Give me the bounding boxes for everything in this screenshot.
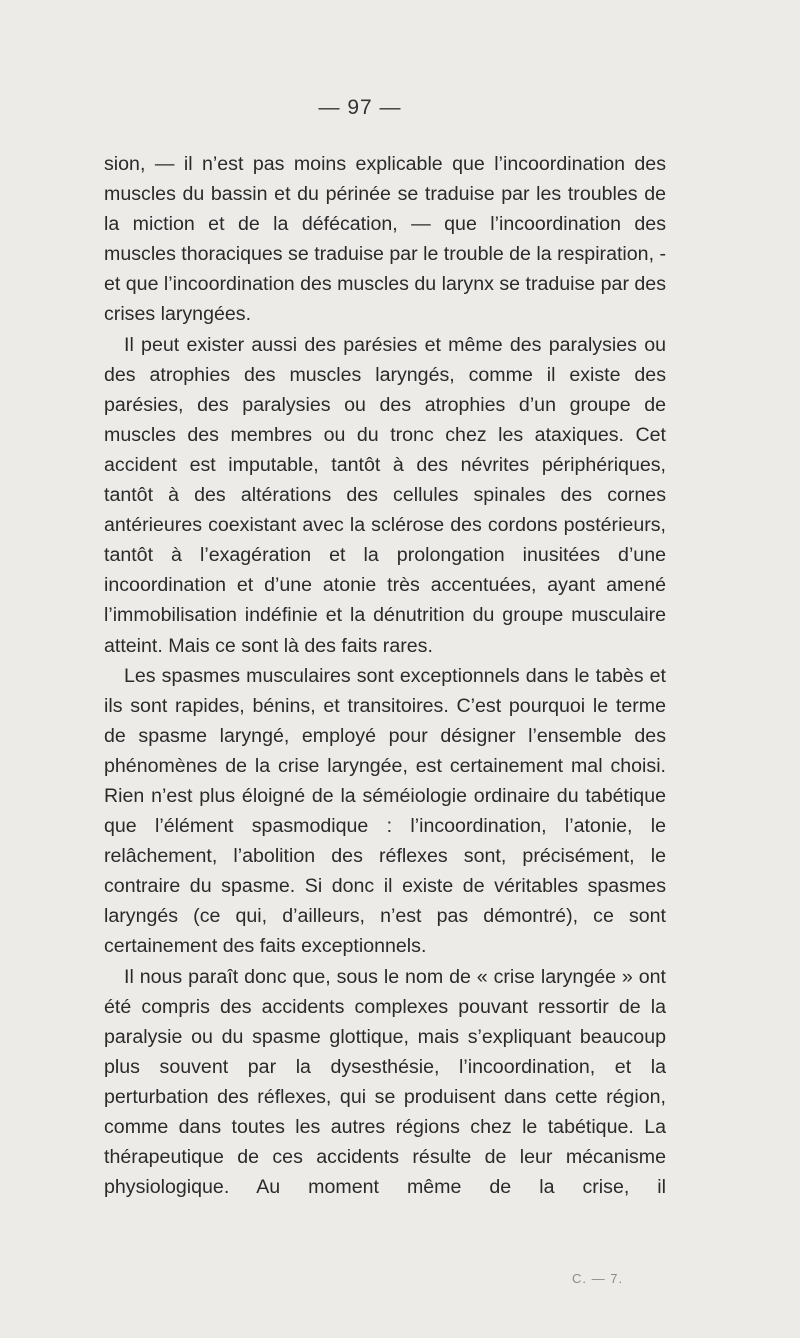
paragraph: sion, — il n’est pas moins explicable que l’incoordination des muscles du bassin et du périnée se traduise par les troubles de la miction et de la défécation, — que l’incoordination des muscles thoraciques se traduise par le trouble de la respiration, - et que l’incoordination des muscles du larynx se traduise par des crises laryngées. <box>104 153 666 326</box>
page-number: — 97 — <box>318 96 402 119</box>
paragraph: Il peut exister aussi des parésies et même des paralysies ou des atrophies des muscles laryngés, comme il existe des parésies, des paralysies ou des atrophies d’un groupe de muscles des membres ou du tronc chez les ataxiques. Cet accident est imputable, tantôt à des névrites périphériques, tantôt à des altérations des cellules spinales des cornes antérieures coexistant avec la sclérose des cordons postérieurs, tantôt à l’exagération et la prolongation inusitées d’une incoordination et d’une atonie très accentuées, ayant amené l’immobilisation indéfinie et la dénutrition du groupe musculaire atteint. Mais ce sont là des faits rares. <box>104 333 666 657</box>
signature-mark: C. — 7. <box>572 1271 624 1286</box>
paragraph: Il nous paraît donc que, sous le nom de « crise laryngée » ont été compris des accidents complexes pouvant ressortir de la paralysie ou du spasme glottique, mais s’expliquant beaucoup plus souvent par la dysesthésie, l’incoordination, et la perturbation des réflexes, qui se produisent dans cette région, comme dans toutes les autres régions chez le tabétique. La thérapeutique de ces accidents résulte de leur mécanisme physiologique. Au moment même de la crise, il <box>104 965 666 1199</box>
body-text <box>104 149 666 1202</box>
paragraph: Les spasmes musculaires sont exceptionnels dans le tabès et ils sont rapides, bénins, et transitoires. C’est pourquoi le terme de spasme laryngé, employé pour désigner l’ensemble des phénomènes de la crise laryngée, est certainement mal choisi. Rien n’est plus éloigné de la séméiologie ordinaire du tabétique que l’élément spasmodique : l’incoordination, l’atonie, le relâchement, l’abolition des réflexes sont, précisément, le contraire du spasme. Si donc il existe de véritables spasmes laryngés (ce qui, d’ailleurs, n’est pas démontré), ce sont certainement des faits exceptionnels. <box>104 664 666 958</box>
